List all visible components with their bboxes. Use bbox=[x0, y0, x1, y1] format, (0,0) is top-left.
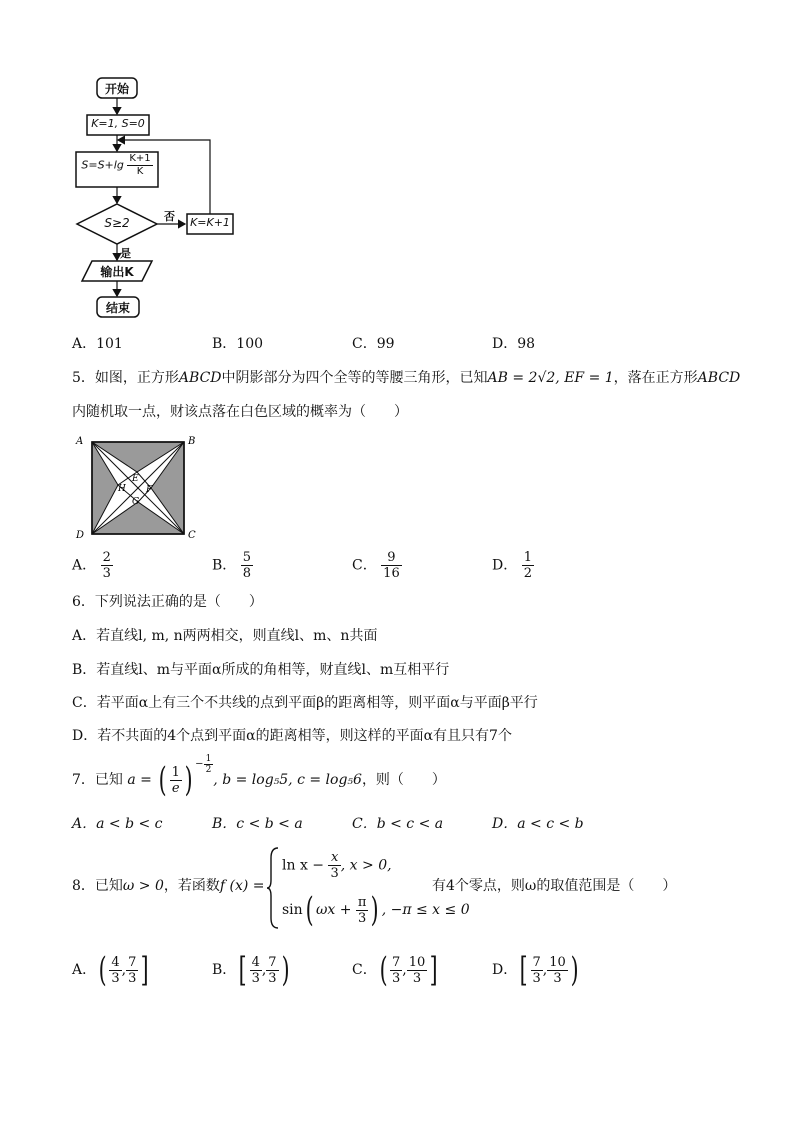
q8-option-b-n2: 7 bbox=[268, 954, 277, 970]
q7-a-lhs: a = bbox=[127, 772, 152, 788]
q8-option-c-n1: 7 bbox=[391, 954, 401, 970]
q8-option-a-d2: 3 bbox=[128, 970, 137, 986]
q7-a-exp-sign: − bbox=[195, 758, 204, 770]
q8-option-b-n1: 4 bbox=[251, 954, 260, 970]
q8-option-a-letter: A． bbox=[72, 962, 97, 978]
q8-option-c-d1: 3 bbox=[391, 970, 401, 986]
q8-case1-b: , x > 0, bbox=[340, 857, 392, 874]
q5-option-c-den: 16 bbox=[383, 566, 400, 581]
q8-option-c-n2: 10 bbox=[408, 954, 426, 970]
q7-suffix: ，则（ ） bbox=[361, 772, 446, 788]
q7-a-den: e bbox=[171, 780, 180, 796]
q8-option-d-open: [ bbox=[519, 950, 528, 990]
q8-option-a-open: ( bbox=[98, 950, 107, 990]
q6-option-c: C．若平面α上有三个不共线的点到平面β的距离相等，则平面α与平面β平行 bbox=[72, 695, 538, 711]
q5-label-g: G bbox=[132, 497, 140, 507]
q4-option-d: D．98 bbox=[492, 336, 536, 352]
q4-option-a: A．101 bbox=[72, 336, 123, 352]
q6-option-a: A．若直线l, m, n两两相交，则直线l、m、n共面 bbox=[72, 628, 378, 644]
q8-case1-a: ln x − bbox=[282, 857, 325, 874]
q5-text-e: ，落在正方形 bbox=[613, 370, 698, 386]
q8-left-brace bbox=[266, 846, 280, 930]
q8-case2-a: sin bbox=[282, 902, 303, 918]
q5-stem-line1 bbox=[72, 368, 740, 388]
q8-option-c-close: ] bbox=[429, 950, 438, 990]
q8-option-b-d1: 3 bbox=[251, 970, 260, 986]
q5-label-a: A bbox=[76, 436, 84, 447]
flow-update-fraction bbox=[127, 153, 152, 178]
q8-option-d-letter: D． bbox=[492, 962, 518, 978]
q8-case2-b: ωx + bbox=[315, 902, 352, 918]
q7-option-b: B．c < b < a bbox=[212, 816, 303, 832]
q5-option-c bbox=[352, 550, 402, 581]
q8-case1-den: 3 bbox=[330, 866, 339, 881]
q8-fx: f (x) = bbox=[219, 878, 265, 894]
flow-yes-label: 是 bbox=[120, 247, 131, 260]
q4-option-b: B．100 bbox=[212, 336, 264, 352]
q5-square-figure bbox=[72, 432, 202, 544]
q5-option-d-letter: D． bbox=[492, 557, 518, 574]
q8-case2-den: 3 bbox=[358, 910, 367, 926]
q5-option-b bbox=[212, 550, 253, 581]
flow-init-text: K=1, S=0 bbox=[91, 117, 145, 130]
flowchart bbox=[70, 70, 250, 330]
flow-start-text: 开始 bbox=[104, 82, 129, 96]
q5-abcd-2: ABCD bbox=[697, 370, 741, 386]
flow-output-text: 输出K bbox=[100, 265, 134, 279]
q8-option-c: C．( $\frac{7}{3}$ , $\frac{10}{3}$ ] bbox=[352, 950, 438, 990]
q5-option-c-letter: C． bbox=[352, 557, 377, 574]
q8-case2: sin( ωx + $\frac{\pi}{3}$ ) , −π ≤ x ≤ 0 bbox=[282, 890, 470, 930]
flow-update-num: K+1 bbox=[129, 153, 151, 164]
q5-label-c: C bbox=[188, 530, 196, 541]
q7-stem: 7．已知 a = ( $\frac{1}{e}$ ) − $\frac{1}{2}$ , b = log₅5, c = log₅6，则（ ） bbox=[72, 754, 446, 800]
q5-label-f: F bbox=[146, 485, 153, 495]
q7-option-a: A．a < b < c bbox=[72, 816, 163, 832]
q5-option-a-den: 3 bbox=[102, 566, 111, 581]
q6-option-b: B．若直线l、m与平面α所成的角相等，财直线l、m互相平行 bbox=[72, 662, 450, 678]
q5-option-a bbox=[72, 550, 113, 581]
q8-option-d-n1: 7 bbox=[532, 954, 541, 970]
q5-option-d-den: 2 bbox=[523, 566, 532, 581]
flow-condition-text: S≥2 bbox=[104, 216, 130, 230]
q5-text-a: 5．如图，正方形 bbox=[72, 370, 179, 386]
q8-option-b-d2: 3 bbox=[268, 970, 277, 986]
q7-a-base bbox=[170, 765, 182, 796]
q7-option-c: C．b < c < a bbox=[352, 816, 444, 832]
q8-option-c-letter: C． bbox=[352, 962, 377, 978]
flow-no-label: 否 bbox=[164, 210, 175, 223]
q4-option-c: C．99 bbox=[352, 336, 395, 352]
q8-stem bbox=[72, 876, 265, 896]
flow-update-den: K bbox=[136, 166, 144, 177]
q5-label-e: E bbox=[132, 474, 139, 484]
q7-a-exp-den: 2 bbox=[205, 765, 212, 775]
q8-case2-num: π bbox=[357, 894, 367, 910]
q8-case2-c: , −π ≤ x ≤ 0 bbox=[381, 902, 470, 918]
q8-prefix: 8．已知 bbox=[72, 878, 123, 894]
q7-a-num: 1 bbox=[171, 764, 180, 780]
q8-option-a: A．( $\frac{4}{3}$ , $\frac{7}{3}$ ] bbox=[72, 950, 150, 990]
q7-a-exp-num: 1 bbox=[205, 754, 212, 764]
q8-option-b-close: ) bbox=[281, 950, 290, 990]
q8-option-c-open: ( bbox=[379, 950, 388, 990]
q5-label-b: B bbox=[188, 436, 196, 447]
q8-case1 bbox=[282, 850, 392, 881]
q5-option-b-letter: B． bbox=[212, 557, 237, 574]
q6-stem: 6．下列说法正确的是（ ） bbox=[72, 594, 263, 610]
q8-case1-num: x bbox=[328, 850, 340, 866]
q5-option-c-num: 9 bbox=[381, 550, 402, 566]
q5-text-c: 中阴影部分为四个全等的等腰三角形，已知 bbox=[221, 370, 488, 386]
q8-omega-cond: ω > 0 bbox=[122, 878, 164, 894]
q8-mid: ，若函数 bbox=[163, 878, 220, 894]
q5-label-d: D bbox=[76, 530, 85, 541]
flow-end-text: 结束 bbox=[105, 301, 130, 315]
q8-option-a-close: ] bbox=[141, 950, 150, 990]
q7-prefix: 7．已知 bbox=[72, 772, 123, 788]
q8-option-d-n2: 10 bbox=[549, 954, 566, 970]
q8-suffix: 有4个零点，则ω的取值范围是（ ） bbox=[432, 878, 677, 894]
q6-option-d: D．若不共面的4个点到平面α的距离相等，则这样的平面α有且只有7个 bbox=[72, 728, 512, 744]
q8-option-a-d1: 3 bbox=[111, 970, 120, 986]
q8-option-d-d1: 3 bbox=[532, 970, 541, 986]
q7-option-d: D．a < c < b bbox=[492, 816, 584, 832]
q5-option-a-letter: A． bbox=[72, 557, 97, 574]
q7-bc: , b = log₅5, c = log₅6 bbox=[213, 772, 362, 788]
q8-option-a-n2: 7 bbox=[128, 954, 137, 970]
q5-given: AB = 2√2, EF = 1 bbox=[487, 370, 614, 386]
q8-option-a-n1: 4 bbox=[111, 954, 120, 970]
flow-update-prefix: S=S+lg bbox=[81, 158, 124, 172]
q5-option-b-num: 5 bbox=[242, 550, 252, 565]
q5-label-h: H bbox=[118, 484, 126, 494]
q8-option-d: D．[ $\frac{7}{3}$ , $\frac{10}{3}$ ) bbox=[492, 950, 579, 990]
q5-stem-line2: 内随机取一点，财该点落在白色区域的概率为（ ） bbox=[72, 404, 408, 420]
flow-increment-text: K=K+1 bbox=[190, 216, 230, 229]
q8-option-d-d2: 3 bbox=[553, 970, 562, 986]
flow-update-text bbox=[76, 153, 158, 178]
q8-option-d-close: ) bbox=[570, 950, 579, 990]
q7-a-exponent bbox=[195, 754, 213, 775]
q5-option-d-num: 1 bbox=[523, 550, 532, 565]
q8-option-c-d2: 3 bbox=[412, 970, 422, 986]
q8-option-b-open: [ bbox=[238, 950, 247, 990]
q5-option-a-num: 2 bbox=[102, 550, 111, 565]
q8-option-b-letter: B． bbox=[212, 962, 237, 978]
q5-abcd-1: ABCD bbox=[178, 370, 222, 386]
q8-option-b: B．[ $\frac{4}{3}$ , $\frac{7}{3}$ ) bbox=[212, 950, 290, 990]
q5-option-d bbox=[492, 550, 534, 581]
q5-option-b-den: 8 bbox=[242, 566, 252, 581]
